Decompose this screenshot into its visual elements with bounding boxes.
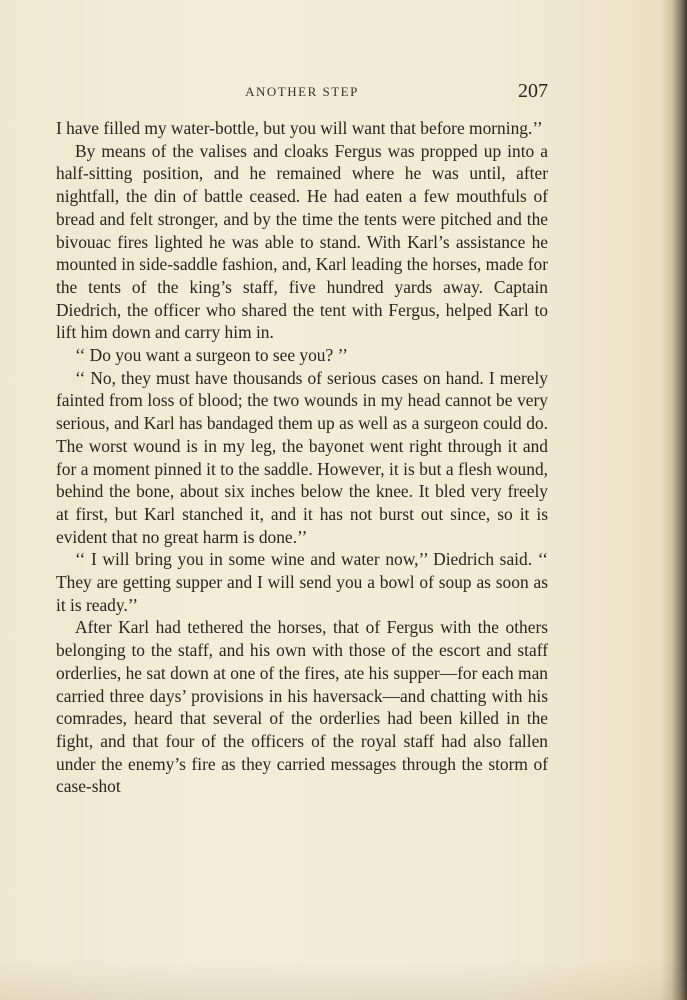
running-title: ANOTHER STEP: [245, 84, 359, 99]
paragraph: ‘‘ Do you want a surgeon to see you? ’’: [75, 345, 348, 366]
paragraph: I have filled my water-bottle, but you will want that before morning.’’: [56, 118, 543, 138]
page-bottom-shade: [0, 960, 687, 1000]
paragraph: ‘‘ No, they must have thousands of serious cases on hand. I merely fainted from loss of blood; the two wounds in my head cannot be very serious, and Karl has bandaged them up as well as a surgeon could do. The worst wound is in my leg, the bayonet went right through it and for a moment pinned it to the saddle. However, it is but a flesh wound, behind the bone, about six inches below the knee. It bled very freely at first, but Karl stanched it, and it has not burst out since, so it is evident that no great harm is done.’’: [56, 367, 548, 547]
paragraph: After Karl had tethered the horses, that of Fergus with the others belonging to the staff, and his own with those of the escort and staff orderlies, he sat down at one of the fires, ate his supper—for each man carried three days’ provisions in his haversack—and chatting with his comrades, heard that several of the orderlies had been killed in the fight, and that four of the officers of the royal staff had also fallen under the enemy’s fire as they carried messages through the storm of case-shot: [56, 617, 548, 797]
paragraph: ‘‘ I will bring you in some wine and water now,’’ Diedrich said. ‘‘ They are getting supper and I will send you a bowl of soup as soon as it is ready.’’: [56, 549, 548, 615]
running-head: [56, 80, 548, 104]
page-edge-shadow: [661, 0, 687, 1000]
paragraph: By means of the valises and cloaks Fergus was propped up into a half-sitting position, and he remained where he was until, after nightfall, the din of battle ceased. He had eaten a few mouthfuls of bread and felt stronger, and by the time the tents were pitched and the bivouac fires lighted he was able to stand. With Karl’s assistance he mounted in side-saddle fashion, and, Karl leading the horses, made for the tents of the king’s staff, five hundred yards away. Captain Diedrich, the officer who shared the tent with Fergus, helped Karl to lift him down and carry him in.: [56, 140, 548, 343]
page-number: 207: [518, 80, 548, 102]
body-text: [56, 117, 548, 798]
